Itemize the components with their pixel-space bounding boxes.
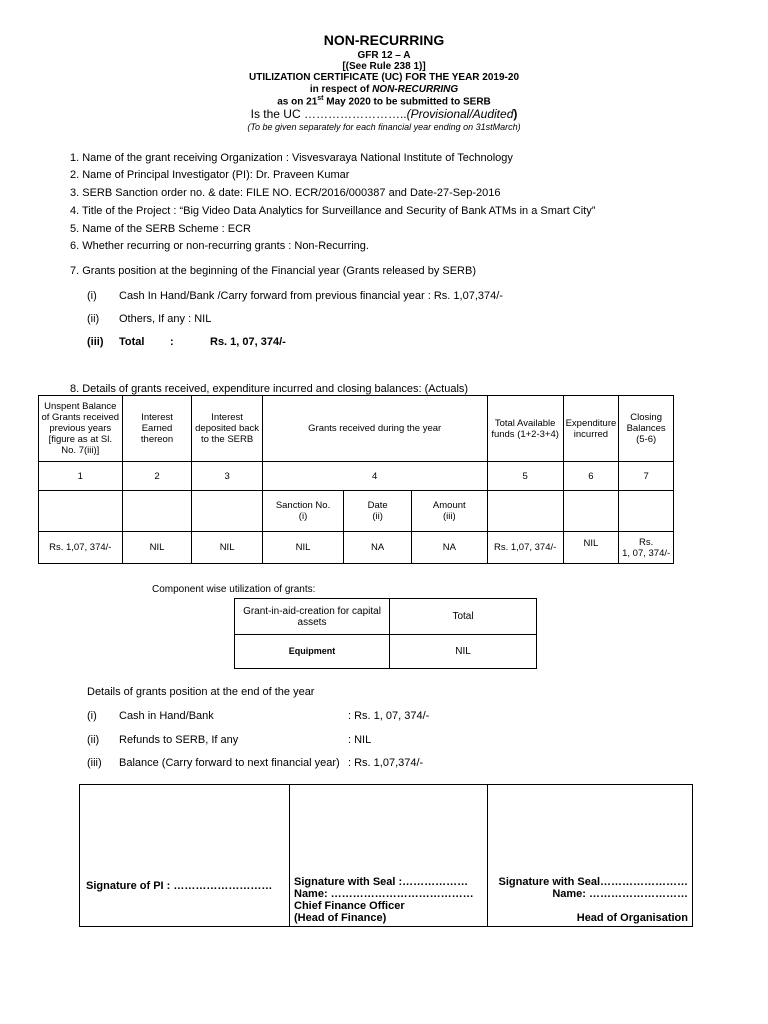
end-ii-value: : NIL — [348, 734, 372, 746]
component-table — [234, 598, 537, 669]
end-i-label: Cash in Hand/Bank — [119, 710, 214, 722]
end-position-heading: Details of grants position at the end of the year — [87, 686, 315, 698]
col-expenditure-header: Expenditure incurred — [563, 396, 619, 462]
value-unspent: Rs. 1,07, 374/- — [39, 532, 123, 564]
cfo-subtitle: (Head of Finance) — [294, 912, 387, 924]
signature-table — [79, 784, 693, 927]
col-number: 5 — [487, 462, 563, 491]
col-number: 2 — [122, 462, 192, 491]
value-sanction-no: NIL — [262, 532, 344, 564]
cfo-signature-block — [290, 785, 488, 927]
col-interest-deposited-header: Interest deposited back to the SERB — [192, 396, 262, 462]
col-number: 7 — [619, 462, 674, 491]
item-8: 8. Details of grants received, expenditure incurred and closing balances: (Actuals) — [70, 383, 469, 395]
col-number: 3 — [192, 462, 262, 491]
col-closing-header: Closing Balances (5-6) — [619, 396, 674, 462]
value-amount: NA — [411, 532, 487, 564]
end-i-value: : Rs. 1, 07, 374/- — [348, 710, 430, 722]
col-unspent-header: Unspent Balance of Grants received previous years [figure as at Sl. No. 7(iii)] — [39, 396, 123, 462]
empty-cell — [192, 491, 262, 532]
value-interest-earned: NIL — [122, 532, 192, 564]
end-ii-num: (ii) — [87, 734, 100, 746]
col-number: 1 — [39, 462, 123, 491]
cfo-name: Name: ………………………………… — [294, 888, 474, 900]
form-number: GFR 12 – A — [357, 50, 411, 61]
end-iii-value: : Rs. 1,07,374/- — [348, 757, 424, 769]
value-closing: Rs. 1, 07, 374/- — [619, 532, 674, 564]
empty-cell — [122, 491, 192, 532]
value-total-available: Rs. 1,07, 374/- — [487, 532, 563, 564]
component-row-value: NIL — [390, 635, 537, 669]
col-total-available-header: Total Available funds (1+2-3+4) — [487, 396, 563, 462]
cfo-title: Chief Finance Officer — [294, 900, 405, 912]
in-respect-line: in respect of NON-RECURRING — [309, 84, 459, 95]
end-iii-label: Balance (Carry forward to next financial year) — [119, 757, 340, 769]
item-5: 5. Name of the SERB Scheme : ECR — [70, 223, 251, 235]
grant-start-iii-label: Total — [119, 336, 145, 348]
grant-start-ii-text: Others, If any : NIL — [119, 313, 212, 325]
item-7: 7. Grants position at the beginning of the Financial year (Grants released by SERB) — [70, 265, 476, 277]
details-table — [38, 395, 674, 564]
empty-cell — [563, 491, 619, 532]
rule-reference: [(See Rule 238 1)] — [342, 61, 426, 72]
item-3: 3. SERB Sanction order no. & date: FILE NO. ECR/2016/000387 and Date-27-Sep-2016 — [70, 187, 501, 199]
grant-start-iii-num: (iii) — [87, 336, 104, 348]
empty-cell — [619, 491, 674, 532]
uc-status-line: Is the UC ……………………..(Provisional/Audited) — [250, 107, 518, 121]
page-title: NON-RECURRING — [323, 32, 445, 48]
sub-sanction-no: Sanction No. (i) — [262, 491, 344, 532]
item-1: 1. Name of the grant receiving Organization : Visvesvaraya National Institute of Technology — [70, 152, 513, 164]
pi-signature: Signature of PI : ……………………… — [80, 785, 290, 927]
grant-start-iii-value: Rs. 1, 07, 374/- — [210, 336, 286, 348]
component-row-label: Equipment — [235, 635, 390, 669]
head-signature-block — [488, 785, 693, 927]
item-4: 4. Title of the Project : “Big Video Data Analytics for Surveillance and Security of Bank ATMs in a Smart City” — [70, 205, 596, 217]
end-iii-num: (iii) — [87, 757, 102, 769]
end-ii-label: Refunds to SERB, If any — [119, 734, 239, 746]
col-number: 4 — [262, 462, 487, 491]
col-interest-earned-header: Interest Earned thereon — [122, 396, 192, 462]
head-signature: Signature with Seal…………………… — [498, 876, 688, 888]
empty-cell — [487, 491, 563, 532]
head-name: Name: ……………………… — [552, 888, 688, 900]
value-expenditure: NIL — [563, 532, 619, 564]
component-col-grant: Grant-in-aid-creation for capital assets — [235, 599, 390, 635]
component-col-total: Total — [390, 599, 537, 635]
sub-date: Date (ii) — [344, 491, 412, 532]
cfo-signature: Signature with Seal :……………… — [294, 876, 469, 888]
col-grants-received-header: Grants received during the year — [262, 396, 487, 462]
item-6: 6. Whether recurring or non-recurring grants : Non-Recurring. — [70, 240, 369, 252]
uc-title: UTILIZATION CERTIFICATE (UC) FOR THE YEAR 2019-20 — [248, 72, 520, 83]
component-heading: Component wise utilization of grants: — [152, 584, 316, 595]
grant-start-i-text: Cash In Hand/Bank /Carry forward from previous financial year : Rs. 1,07,374/- — [119, 290, 503, 302]
head-title: Head of Organisation — [576, 912, 688, 924]
as-on-line: as on 21st May 2020 to be submitted to SERB — [277, 95, 491, 108]
sub-amount: Amount (iii) — [411, 491, 487, 532]
uc-note: (To be given separately for each financial year ending on 31stMarch) — [247, 122, 521, 132]
grant-start-i-num: (i) — [87, 290, 97, 302]
value-date: NA — [344, 532, 412, 564]
item-2: 2. Name of Principal Investigator (PI): Dr. Praveen Kumar — [70, 169, 350, 181]
grant-start-ii-num: (ii) — [87, 313, 100, 325]
end-i-num: (i) — [87, 710, 97, 722]
empty-cell — [39, 491, 123, 532]
value-interest-deposited: NIL — [192, 532, 262, 564]
col-number: 6 — [563, 462, 619, 491]
grant-start-iii-colon: : — [170, 336, 174, 348]
